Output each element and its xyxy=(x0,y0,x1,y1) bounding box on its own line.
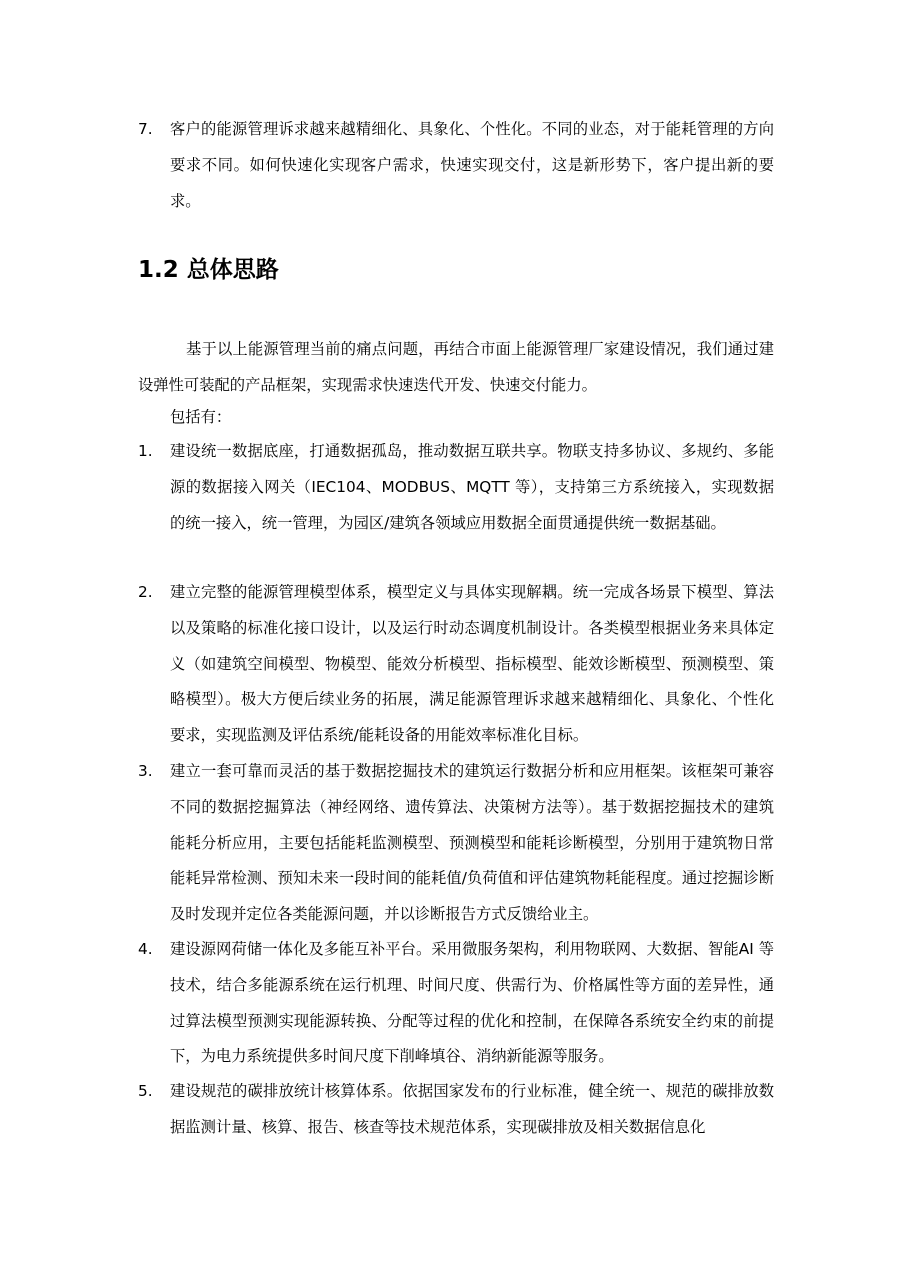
list-item-number: 5. xyxy=(138,1082,153,1100)
list-item-text: 建立完整的能源管理模型体系，模型定义与具体实现解耦。统一完成各场景下模型、算法以及策略的标准化接口设计，以及运行时动态调度机制设计。各类模型根据业务来具体定义（如建筑空间模型、物模型、能效分析模型、指标模型、能效诊断模型、预测模型、策略模型）。极大方便后续业务的拓展，满足能源管理诉求越来越精细化、具象化、个性化要求，实现监测及评估系统/能耗设备的用能效率标准化目标。 xyxy=(170,583,774,745)
list-item-7 xyxy=(138,112,774,219)
list-item-number: 7. xyxy=(138,120,153,138)
list-item-1 xyxy=(138,434,774,541)
list-item-text: 建设源网荷储一体化及多能互补平台。采用微服务架构，利用物联网、大数据、智能AI 等技术，结合多能源系统在运行机理、时间尺度、供需行为、价格属性等方面的差异性，通过算法模型预测实现能源转换、分配等过程的优化和控制，在保障各系统安全约束的前提下，为电力系统提供多时间尺度下削峰填谷、消纳新能源等服务。 xyxy=(170,940,774,1066)
list-item-text: 建立一套可靠而灵活的基于数据挖掘技术的建筑运行数据分析和应用框架。该框架可兼容不同的数据挖掘算法（神经网络、遗传算法、决策树方法等）。基于数据挖掘技术的建筑能耗分析应用，主要包括能耗监测模型、预测模型和能耗诊断模型，分别用于建筑物日常能耗异常检测、预知未来一段时间的能耗值/负荷值和评估建筑物耗能程度。通过挖掘诊断及时发现并定位各类能源问题，并以诊断报告方式反馈给业主。 xyxy=(170,762,774,924)
list-item-2 xyxy=(138,575,774,754)
list-item-4 xyxy=(138,932,774,1075)
list-item-number: 3. xyxy=(138,762,153,780)
list-item-number: 2. xyxy=(138,583,153,601)
list-item-number: 1. xyxy=(138,442,153,460)
lead-text: 包括有： xyxy=(170,408,232,426)
list-item-text: 客户的能源管理诉求越来越精细化、具象化、个性化。不同的业态，对于能耗管理的方向要求不同。如何快速化实现客户需求，快速实现交付，这是新形势下，客户提出新的要求。 xyxy=(170,120,774,210)
list-item-text: 建设统一数据底座，打通数据孤岛，推动数据互联共享。物联支持多协议、多规约、多能源的数据接入网关（IEC104、MODBUS、MQTT 等），支持第三方系统接入，实现数据的统一接入，统一管理，为园区/建筑各领域应用数据全面贯通提供统一数据基础。 xyxy=(170,442,774,532)
section-heading: 1.2 总体思路 xyxy=(138,257,279,283)
intro-paragraph: 基于以上能源管理当前的痛点问题，再结合市面上能源管理厂家建设情况，我们通过建设弹性可装配的产品框架，实现需求快速迭代开发、快速交付能力。 xyxy=(138,340,774,394)
list-item-3 xyxy=(138,754,774,933)
list-item-5 xyxy=(138,1074,774,1146)
list-item-number: 4. xyxy=(138,940,153,958)
list-item-text: 建设规范的碳排放统计核算体系。依据国家发布的行业标准，健全统一、规范的碳排放数据监测计量、核算、报告、核查等技术规范体系，实现碳排放及相关数据信息化 xyxy=(170,1082,774,1136)
